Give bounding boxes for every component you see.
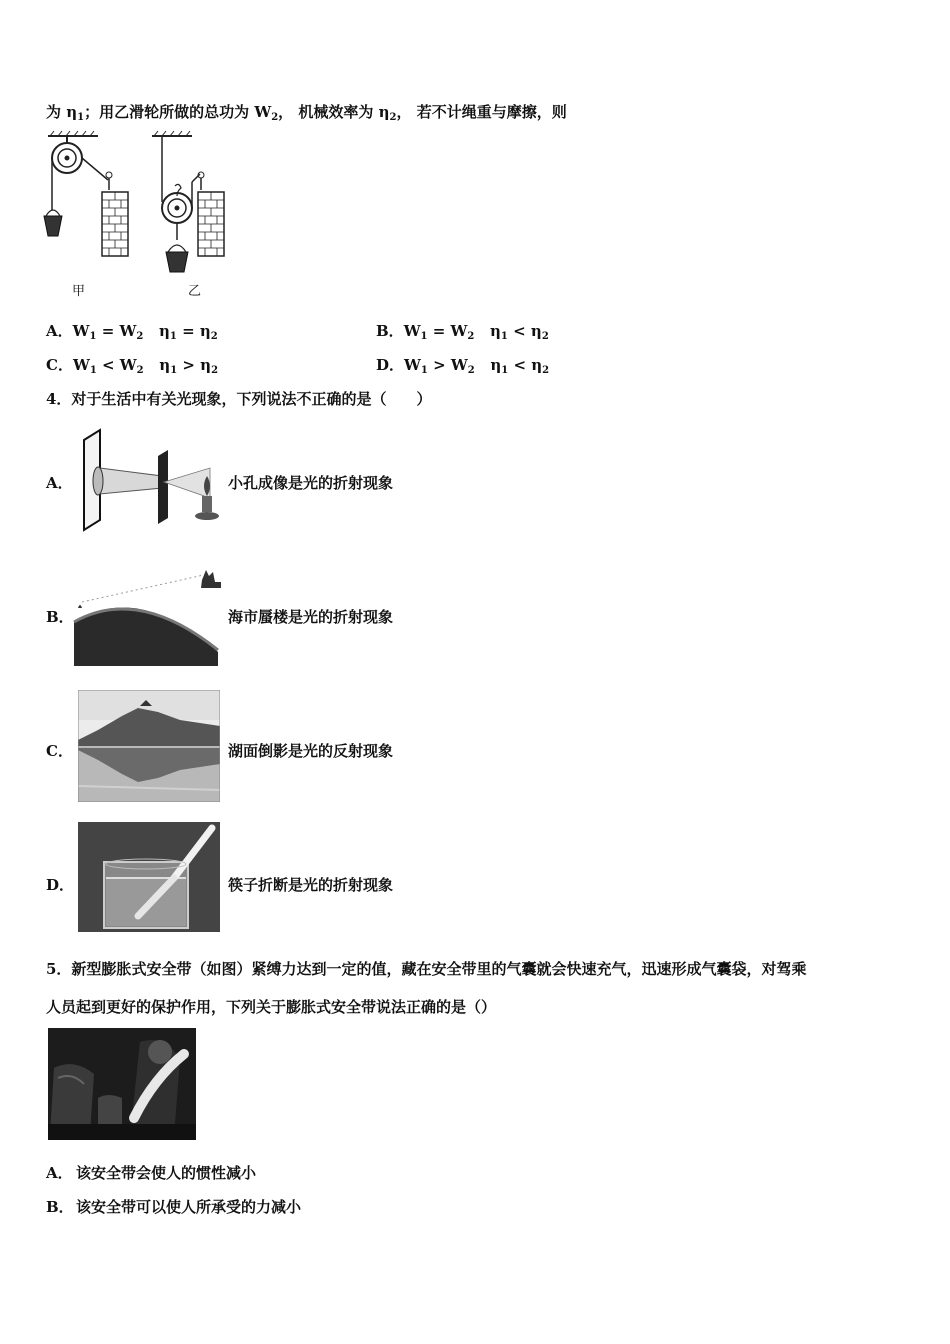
pulley-jia [44, 131, 128, 256]
q3-option-d [376, 354, 549, 376]
q4-option-b-text: 海市蜃楼是光的折射现象 [228, 608, 394, 626]
q3-option-d-s2: 2 [467, 365, 475, 376]
seatbelt-image [48, 1028, 196, 1140]
q3-intro-sub-a: 1 [77, 112, 85, 123]
q3-option-a-label: A． [46, 322, 73, 340]
q3-option-b-s4: 2 [541, 331, 549, 342]
fig-label-jia: 甲 [72, 284, 86, 299]
q3-option-c-s1: 1 [89, 365, 97, 376]
q3-intro-part-b: ；用乙滑轮所做的总功为 W [84, 103, 272, 121]
q4-option-c-text: 湖面倒影是光的反射现象 [228, 742, 394, 760]
q3-option-b-rel1: = W [427, 322, 468, 340]
q3-option-b-eta: η [490, 322, 501, 340]
q3-option-c-s4: 2 [211, 365, 219, 376]
lake-reflection-image [78, 690, 220, 802]
q4-stem: 4．对于生活中有关光现象，下列说法不正确的是（ ） [46, 390, 432, 408]
q3-option-c-label: C． [46, 356, 73, 374]
q3-option-d-label: D． [376, 356, 405, 374]
q3-option-a [46, 320, 218, 342]
q4-option-d-text: 筷子折断是光的折射现象 [228, 876, 394, 894]
q3-option-c-w: W [72, 356, 90, 374]
q5-option-b-label: B． [46, 1198, 74, 1216]
q3-intro-part-a: 为 η [46, 103, 78, 121]
q5-option-b-text: 该安全带可以使人所承受的力减小 [76, 1198, 302, 1216]
q3-option-b-rel2: < η [507, 322, 542, 340]
q3-option-c-s3: 1 [170, 365, 178, 376]
q3-option-a-s3: 1 [169, 331, 177, 342]
q3-option-b [376, 320, 549, 342]
q5-stem-line2: 人员起到更好的保护作用，下列关于膨胀式安全带说法正确的是（） [46, 998, 497, 1016]
q3-option-a-w: W [72, 322, 90, 340]
q3-option-c [46, 354, 218, 376]
q4-option-b-label: B． [46, 608, 74, 626]
q3-intro-sub-b: 2 [271, 112, 279, 123]
q3-option-a-s2: 2 [136, 331, 144, 342]
q4-option-a-label: A． [46, 474, 73, 492]
q3-option-d-s4: 2 [542, 365, 550, 376]
mirage-image [68, 562, 228, 666]
q3-option-b-s3: 1 [500, 331, 508, 342]
q3-option-a-eta: η [158, 322, 170, 340]
q3-intro-part-d: ， 若不计绳重与摩擦，则 [396, 103, 567, 121]
q3-intro [46, 101, 567, 123]
q3-option-a-rel2: = η [176, 322, 211, 340]
q3-option-d-rel2: < η [508, 356, 543, 374]
q3-option-c-rel1: < W [96, 356, 137, 374]
q3-option-c-rel2: > η [177, 356, 212, 374]
q4-option-a-text: 小孔成像是光的折射现象 [228, 474, 394, 492]
q5-option-a-label: A． [46, 1164, 73, 1182]
q3-option-d-s3: 1 [501, 365, 509, 376]
q3-option-a-s1: 1 [89, 331, 97, 342]
q3-option-d-s1: 1 [420, 365, 428, 376]
chopstick-water-image [78, 822, 220, 932]
q3-option-c-s2: 2 [136, 365, 144, 376]
fig-label-yi: 乙 [188, 284, 202, 299]
q3-option-b-label: B． [376, 322, 404, 340]
q3-option-d-rel1: > W [427, 356, 468, 374]
q3-option-b-s2: 2 [467, 331, 475, 342]
q3-option-a-rel1: = W [96, 322, 137, 340]
q3-intro-sub-c: 2 [389, 112, 397, 123]
q3-option-d-eta: η [490, 356, 502, 374]
q3-option-c-eta: η [159, 356, 171, 374]
q3-option-b-s1: 1 [420, 331, 428, 342]
q5-stem-line1: 5．新型膨胀式安全带（如图）紧缚力达到一定的值，藏在安全带里的气囊就会快速充气，迅速形成气囊袋，对驾乘 [46, 960, 807, 978]
pulley-yi [152, 131, 224, 272]
pulley-figure [40, 130, 240, 300]
pinhole-image [78, 428, 228, 532]
q3-intro-part-c: ， 机械效率为 η [278, 103, 390, 121]
q3-option-a-s4: 2 [210, 331, 218, 342]
q4-option-c-label: C． [46, 742, 73, 760]
q3-option-b-w: W [403, 322, 421, 340]
q3-option-d-w: W [404, 356, 421, 374]
q4-option-d-label: D． [46, 876, 75, 894]
q5-option-a-text: 该安全带会使人的惯性减小 [76, 1164, 257, 1182]
